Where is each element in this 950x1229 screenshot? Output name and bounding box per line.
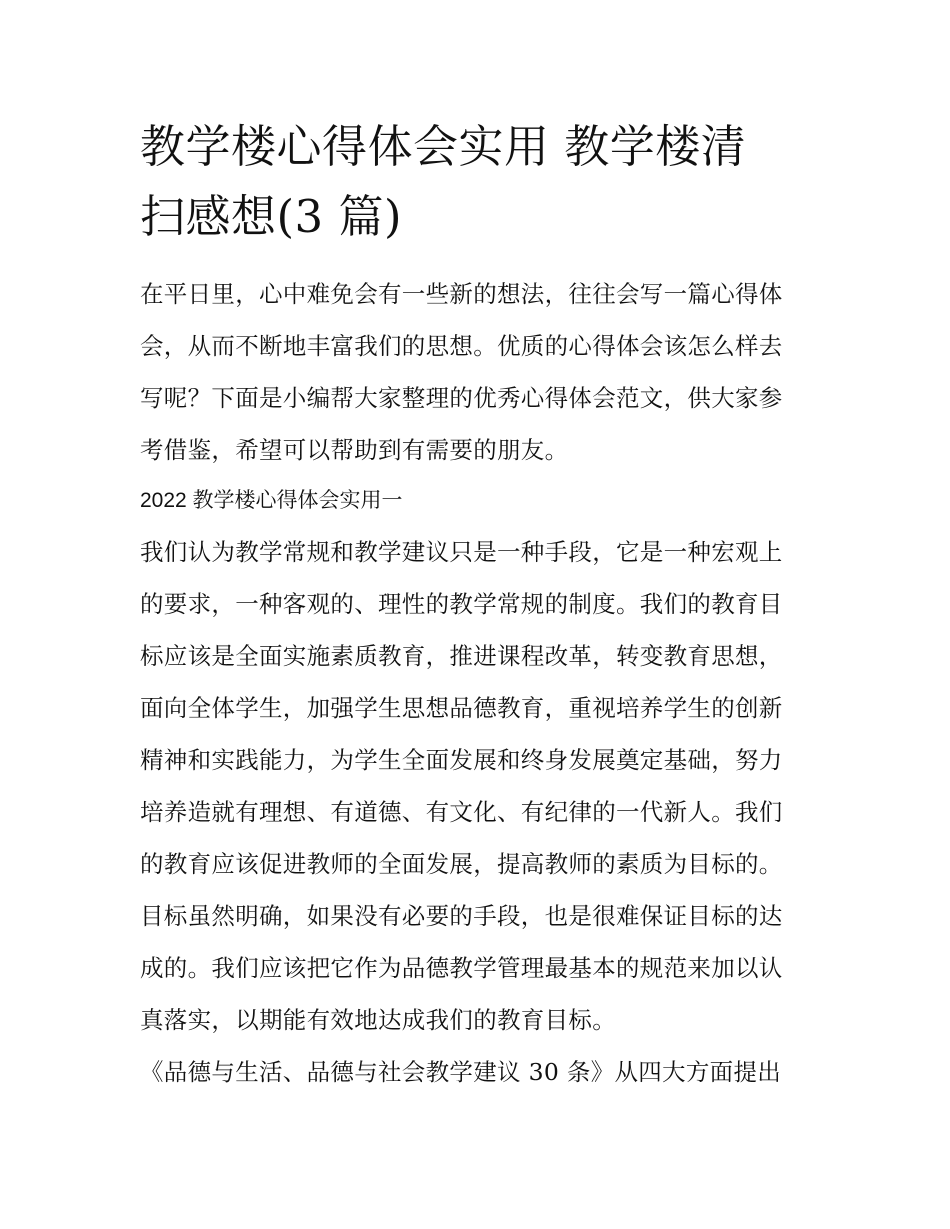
text-line: 精神和实践能力，为学生全面发展和终身发展奠定基础，努力 bbox=[140, 746, 783, 774]
text-line: 写呢？下面是小编帮大家整理的优秀心得体会范文，供大家参 bbox=[140, 384, 783, 412]
text-line: 《品德与生活、品德与社会教学建议 30 条》从四大方面提出 bbox=[140, 1058, 782, 1086]
text-line: 会，从而不断地丰富我们的思想。优质的心得体会该怎么样去 bbox=[140, 332, 783, 360]
text-line: 成的。我们应该把它作为品德教学管理最基本的规范来加以认 bbox=[140, 954, 783, 982]
document-page bbox=[140, 112, 820, 1098]
body-paragraph bbox=[140, 526, 820, 1046]
text-line: 标应该是全面实施素质教育，推进课程改革，转变教育思想， bbox=[140, 642, 783, 670]
title-line: 扫感想(3 篇) bbox=[140, 190, 403, 243]
text-line: 在平日里，心中难免会有一些新的想法，往往会写一篇心得体 bbox=[140, 280, 783, 308]
text-line: 培养造就有理想、有道德、有文化、有纪律的一代新人。我们 bbox=[140, 798, 783, 826]
title-line: 教学楼心得体会实用 教学楼清 bbox=[140, 120, 747, 173]
text-line: 我们认为教学常规和教学建议只是一种手段，它是一种宏观上 bbox=[140, 538, 783, 566]
text-line: 的教育应该促进教师的全面发展，提高教师的素质为目标的。 bbox=[140, 850, 783, 878]
continuation-paragraph bbox=[140, 1046, 820, 1098]
text-line: 真落实，以期能有效地达成我们的教育目标。 bbox=[140, 1006, 616, 1034]
text-line: 目标虽然明确，如果没有必要的手段，也是很难保证目标的达 bbox=[140, 902, 783, 930]
text-line: 的要求，一种客观的、理性的教学常规的制度。我们的教育目 bbox=[140, 590, 783, 618]
text-line: 考借鉴，希望可以帮助到有需要的朋友。 bbox=[140, 436, 569, 464]
intro-paragraph bbox=[140, 268, 820, 476]
section-heading: 2022 教学楼心得体会实用一 bbox=[140, 489, 403, 512]
document-title bbox=[140, 112, 820, 252]
text-line: 面向全体学生，加强学生思想品德教育，重视培养学生的创新 bbox=[140, 694, 783, 722]
